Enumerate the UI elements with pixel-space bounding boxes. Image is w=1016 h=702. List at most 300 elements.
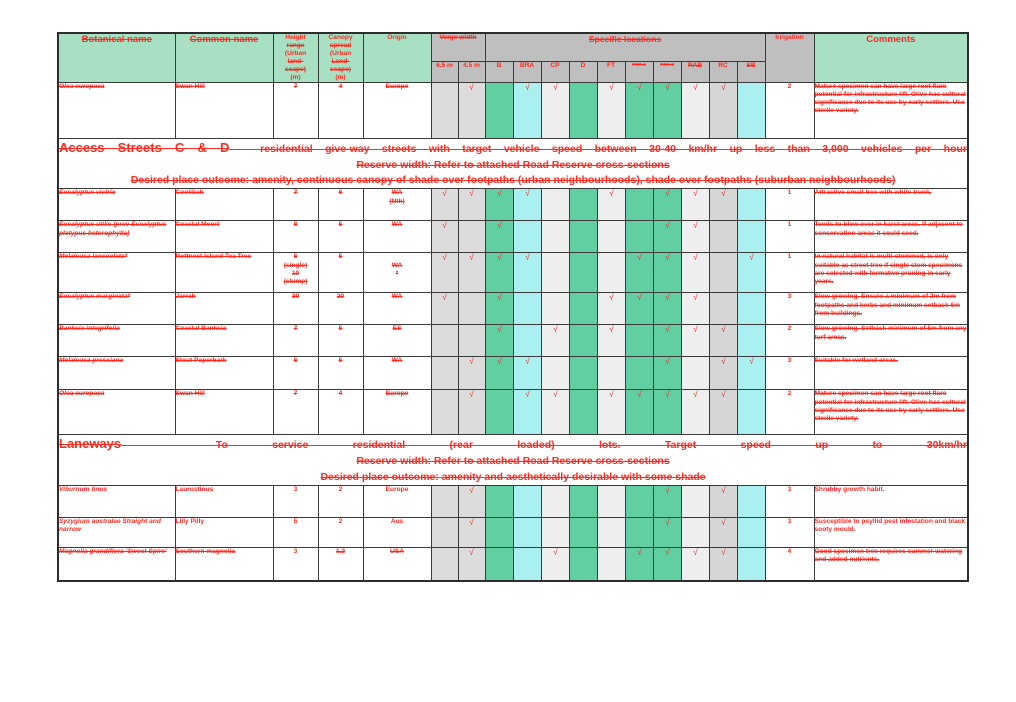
cell-tick-loc-rab[interactable] <box>681 547 709 581</box>
cell-irrigation-text: 3 <box>787 485 792 493</box>
cell-origin-text: (Nth) <box>389 197 405 205</box>
cell-tick-loc-bra[interactable] <box>513 221 541 253</box>
table-row <box>58 517 968 547</box>
check-mark-icon: √ <box>636 82 642 93</box>
cell-tick-loc-pos2[interactable] <box>653 293 681 325</box>
cell-comments-text: Susceptible to psyllid pest infestation and black sooty mould. <box>814 517 966 533</box>
cell-irrigation <box>765 221 814 253</box>
cell-tick-verge-6-5m[interactable] <box>431 221 458 253</box>
cell-tick-loc-bra[interactable] <box>513 325 541 357</box>
col-loc-cp: CP <box>541 61 569 82</box>
section-banner-row <box>58 435 968 485</box>
cell-tick-loc-cp[interactable] <box>541 485 569 517</box>
col-group-verge-width: Verge width <box>431 33 485 61</box>
cell-tick-loc-rab[interactable] <box>681 253 709 293</box>
cell-tick-verge-4-5m[interactable] <box>458 253 485 293</box>
cell-common-name <box>175 293 273 325</box>
cell-tick-verge-6-5m[interactable] <box>431 293 458 325</box>
col-loc-bra: BRA <box>513 61 541 82</box>
cell-tick-loc-rc[interactable] <box>709 325 737 357</box>
cell-tick-loc-pos2[interactable] <box>653 253 681 293</box>
cell-height-range-text: 3 <box>293 547 298 555</box>
cell-tick-verge-6-5m[interactable] <box>431 357 458 390</box>
cell-comments-text: Tends to blow over in karst areas. If adjacent to conservation areas it could seed. <box>814 221 963 237</box>
section-banner-lead: Laneways <box>59 436 122 452</box>
section-banner-lead: Access Streets C & D <box>59 140 230 156</box>
cell-tick-loc-sb[interactable] <box>737 189 765 221</box>
cell-botanical-name-text: Magnolia grandiflora ‘Sweet Spire’ <box>59 547 167 555</box>
cell-comments-text: Mature specimen can have large root flare potential for infrastructure lift. Olive has cultural significance due to its use by early settlers. Use sterile variety. <box>814 390 966 422</box>
check-mark-icon: √ <box>720 389 726 400</box>
cell-tick-loc-b[interactable] <box>485 390 513 435</box>
cell-tick-loc-ft[interactable] <box>597 485 625 517</box>
check-mark-icon: √ <box>720 356 726 367</box>
cell-tick-loc-ft[interactable] <box>597 221 625 253</box>
table-row <box>58 547 968 581</box>
cell-tick-loc-bra[interactable] <box>513 293 541 325</box>
cell-tick-loc-pos1[interactable] <box>625 517 653 547</box>
cell-tick-loc-b[interactable] <box>485 517 513 547</box>
cell-canopy-spread-text: 2 <box>338 485 343 493</box>
cell-origin-text: WA <box>391 189 403 197</box>
cell-tick-loc-d[interactable] <box>569 485 597 517</box>
check-mark-icon: √ <box>720 546 726 557</box>
cell-common-name-text: Coastal Moort <box>175 221 220 229</box>
cell-tick-loc-d[interactable] <box>569 517 597 547</box>
cell-tick-loc-d[interactable] <box>569 293 597 325</box>
check-mark-icon: √ <box>720 324 726 335</box>
cell-tick-loc-cp[interactable] <box>541 390 569 435</box>
cell-tick-loc-sb[interactable] <box>737 357 765 390</box>
cell-canopy-spread-text: 1.2 <box>335 547 346 555</box>
cell-irrigation <box>765 325 814 357</box>
cell-comments-text: In natural habitat is multi-stemmed, is only suitable as street tree if single stem specimens are selected with formative pruning in early years. <box>814 253 963 285</box>
cell-tick-loc-bra[interactable] <box>513 357 541 390</box>
cell-tick-verge-6-5m[interactable] <box>431 485 458 517</box>
cell-tick-loc-rab[interactable] <box>681 517 709 547</box>
cell-tick-loc-d[interactable] <box>569 83 597 139</box>
cell-irrigation <box>765 547 814 581</box>
cell-tick-loc-rc[interactable] <box>709 83 737 139</box>
check-mark-icon: √ <box>692 252 698 263</box>
check-mark-icon: √ <box>748 252 754 263</box>
check-mark-icon: √ <box>524 188 530 199</box>
check-mark-icon: √ <box>608 324 614 335</box>
cell-tick-loc-sb[interactable] <box>737 293 765 325</box>
cell-height-range-text: 3 <box>293 485 298 493</box>
section-banner <box>58 139 968 189</box>
cell-height-range <box>273 485 318 517</box>
check-mark-icon: √ <box>524 252 530 263</box>
cell-tick-loc-d[interactable] <box>569 547 597 581</box>
cell-irrigation <box>765 293 814 325</box>
cell-tick-loc-sb[interactable] <box>737 325 765 357</box>
cell-origin <box>363 253 431 293</box>
check-mark-icon: √ <box>636 546 642 557</box>
cell-tick-loc-bra[interactable] <box>513 253 541 293</box>
cell-tick-loc-rc[interactable] <box>709 485 737 517</box>
cell-tick-loc-rab[interactable] <box>681 485 709 517</box>
cell-tick-loc-bra[interactable] <box>513 547 541 581</box>
cell-height-range-text: 7 <box>293 189 298 197</box>
cell-tick-loc-pos1[interactable] <box>625 253 653 293</box>
cell-comments <box>814 221 968 253</box>
cell-tick-loc-d[interactable] <box>569 357 597 390</box>
cell-tick-verge-6-5m[interactable] <box>431 547 458 581</box>
cell-tick-loc-b[interactable] <box>485 293 513 325</box>
cell-tick-loc-rab[interactable] <box>681 221 709 253</box>
section-banner-line3: Desired place outcome: amenity and aesthetically desirable with some shade <box>320 470 706 483</box>
section-banner-line2: Reserve width: Refer to attached Road Reserve cross-sections <box>356 159 670 172</box>
cell-comments <box>814 547 968 581</box>
table-row <box>58 293 968 325</box>
cell-tick-loc-ft[interactable] <box>597 517 625 547</box>
cell-origin <box>363 325 431 357</box>
check-mark-icon: √ <box>608 389 614 400</box>
col-origin: Origin <box>363 33 431 83</box>
cell-tick-verge-4-5m[interactable] <box>458 325 485 357</box>
cell-tick-loc-pos2[interactable] <box>653 189 681 221</box>
check-mark-icon: √ <box>608 292 614 303</box>
cell-tick-loc-pos2[interactable] <box>653 517 681 547</box>
cell-origin <box>363 547 431 581</box>
cell-canopy-spread-text: 20 <box>336 293 345 301</box>
cell-tick-loc-pos2[interactable] <box>653 390 681 435</box>
check-mark-icon: √ <box>608 188 614 199</box>
cell-height-range-text: 6 <box>293 357 298 365</box>
cell-tick-loc-ft[interactable] <box>597 325 625 357</box>
cell-tick-verge-4-5m[interactable] <box>458 517 485 547</box>
cell-tick-loc-b[interactable] <box>485 189 513 221</box>
cell-origin-text: WA <box>391 357 403 365</box>
check-mark-icon: √ <box>692 546 698 557</box>
cell-tick-loc-d[interactable] <box>569 189 597 221</box>
cell-tick-verge-6-5m[interactable] <box>431 517 458 547</box>
cell-tick-loc-d[interactable] <box>569 221 597 253</box>
cell-tick-loc-rab[interactable] <box>681 83 709 139</box>
cell-canopy-spread <box>318 390 363 435</box>
cell-height-range-text: 6 <box>293 253 298 261</box>
cell-botanical-name <box>58 547 175 581</box>
cell-tick-loc-cp[interactable] <box>541 221 569 253</box>
cell-tick-verge-4-5m[interactable] <box>458 547 485 581</box>
cell-tick-loc-rab[interactable] <box>681 390 709 435</box>
col-loc-sb: SB <box>737 61 765 82</box>
cell-origin-text: WA <box>391 293 403 301</box>
cell-tick-loc-sb[interactable] <box>737 253 765 293</box>
cell-common-name <box>175 485 273 517</box>
cell-tick-loc-rc[interactable] <box>709 189 737 221</box>
cell-height-range <box>273 390 318 435</box>
cell-tick-verge-4-5m[interactable] <box>458 83 485 139</box>
cell-tick-loc-ft[interactable] <box>597 253 625 293</box>
cell-canopy-spread-text: 4 <box>338 83 343 91</box>
cell-tick-loc-b[interactable] <box>485 325 513 357</box>
cell-canopy-spread-text: 5 <box>338 325 343 333</box>
cell-tick-loc-pos1[interactable] <box>625 83 653 139</box>
cell-tick-loc-d[interactable] <box>569 253 597 293</box>
cell-tick-loc-cp[interactable] <box>541 253 569 293</box>
cell-comments-text: Slow growing. Setback minimum of 5m from any turf areas. <box>814 325 967 341</box>
cell-canopy-spread-text: 5 <box>338 357 343 365</box>
table-row <box>58 357 968 390</box>
table-row <box>58 83 968 139</box>
cell-tick-verge-4-5m[interactable] <box>458 189 485 221</box>
check-mark-icon: √ <box>748 356 754 367</box>
cell-tick-loc-bra[interactable] <box>513 390 541 435</box>
check-mark-icon: √ <box>469 356 474 367</box>
cell-comments <box>814 517 968 547</box>
cell-tick-verge-4-5m[interactable] <box>458 293 485 325</box>
check-mark-icon: √ <box>608 82 614 93</box>
cell-tick-verge-6-5m[interactable] <box>431 325 458 357</box>
cell-origin <box>363 357 431 390</box>
cell-tick-loc-sb[interactable] <box>737 517 765 547</box>
cell-comments-text: Attractive small tree with white trunk. <box>814 189 932 197</box>
check-mark-icon: √ <box>664 324 670 335</box>
check-mark-icon: √ <box>524 356 530 367</box>
cell-tick-loc-cp[interactable] <box>541 517 569 547</box>
cell-tick-loc-rab[interactable] <box>681 189 709 221</box>
cell-irrigation-text: 3 <box>787 517 792 525</box>
cell-tick-loc-b[interactable] <box>485 547 513 581</box>
cell-botanical-name-text: Melaleuca pressiana <box>59 357 124 365</box>
col-irrigation: Irrigation <box>765 33 814 83</box>
cell-common-name <box>175 325 273 357</box>
col-loc-pos2: POS-2 <box>653 61 681 82</box>
cell-tick-loc-d[interactable] <box>569 325 597 357</box>
check-mark-icon: √ <box>496 356 502 367</box>
cell-tick-loc-rc[interactable] <box>709 357 737 390</box>
cell-tick-loc-pos1[interactable] <box>625 357 653 390</box>
cell-tick-loc-rab[interactable] <box>681 293 709 325</box>
col-verge-4-5m: 4.5 m <box>458 61 485 82</box>
cell-irrigation-text: 3 <box>787 293 792 301</box>
check-mark-icon: √ <box>524 389 530 400</box>
cell-canopy-spread-text: 2 <box>338 517 343 525</box>
cell-botanical-name <box>58 189 175 221</box>
cell-tick-loc-sb[interactable] <box>737 547 765 581</box>
check-mark-icon: √ <box>664 188 670 199</box>
cell-height-range <box>273 517 318 547</box>
section-banner-row <box>58 139 968 189</box>
cell-tick-loc-b[interactable] <box>485 485 513 517</box>
cell-comments <box>814 485 968 517</box>
cell-tick-loc-ft[interactable] <box>597 189 625 221</box>
cell-tick-loc-ft[interactable] <box>597 357 625 390</box>
cell-tick-loc-bra[interactable] <box>513 485 541 517</box>
check-mark-icon: √ <box>469 484 474 495</box>
cell-tick-loc-pos1[interactable] <box>625 221 653 253</box>
cell-tick-loc-pos1[interactable] <box>625 189 653 221</box>
cell-irrigation-text: 3 <box>787 357 792 365</box>
col-loc-pos1: POS-1 <box>625 61 653 82</box>
cell-tick-loc-sb[interactable] <box>737 390 765 435</box>
cell-botanical-name <box>58 357 175 390</box>
cell-height-range-text: 5 <box>293 517 298 525</box>
cell-canopy-spread-text: 6 <box>338 189 343 197</box>
cell-comments <box>814 253 968 293</box>
check-mark-icon: √ <box>524 82 530 93</box>
cell-tick-loc-cp[interactable] <box>541 83 569 139</box>
cell-irrigation-text: 4 <box>787 547 792 555</box>
check-mark-icon: √ <box>720 188 726 199</box>
cell-canopy-spread <box>318 253 363 293</box>
check-mark-icon: √ <box>496 188 502 199</box>
cell-tick-loc-bra[interactable] <box>513 517 541 547</box>
cell-tick-loc-d[interactable] <box>569 390 597 435</box>
check-mark-icon: √ <box>692 188 698 199</box>
cell-common-name <box>175 357 273 390</box>
cell-origin <box>363 189 431 221</box>
section-banner-line3: Desired place outcome: amenity, continuous canopy of shade over footpaths (urban neighbourhoods), shade over footpaths (suburban neighbourhoods) <box>130 174 896 187</box>
check-mark-icon: √ <box>720 516 726 527</box>
col-canopy-spread: Canopy spread (Urban Land- scape) (m) <box>318 33 363 83</box>
table-row <box>58 390 968 435</box>
col-loc-b: B <box>485 61 513 82</box>
check-mark-icon: √ <box>469 188 474 199</box>
cell-botanical-name <box>58 253 175 293</box>
cell-tick-verge-4-5m[interactable] <box>458 485 485 517</box>
cell-tick-loc-pos2[interactable] <box>653 221 681 253</box>
header-row-1 <box>58 33 968 61</box>
cell-tick-loc-pos2[interactable] <box>653 357 681 390</box>
table-body <box>58 83 968 582</box>
check-mark-icon: √ <box>469 82 474 93</box>
cell-origin <box>363 517 431 547</box>
cell-tick-loc-cp[interactable] <box>541 325 569 357</box>
cell-tick-loc-rc[interactable] <box>709 390 737 435</box>
check-mark-icon: √ <box>469 546 474 557</box>
cell-tick-loc-pos2[interactable] <box>653 547 681 581</box>
cell-origin <box>363 83 431 139</box>
cell-tick-loc-bra[interactable] <box>513 189 541 221</box>
cell-comments <box>814 189 968 221</box>
cell-height-range <box>273 221 318 253</box>
check-mark-icon: √ <box>496 292 502 303</box>
cell-canopy-spread <box>318 293 363 325</box>
cell-botanical-name-text: Banksia integrifolia <box>59 325 120 333</box>
cell-tick-loc-cp[interactable] <box>541 293 569 325</box>
cell-tick-verge-6-5m[interactable] <box>431 390 458 435</box>
cell-tick-loc-b[interactable] <box>485 221 513 253</box>
cell-common-name-text: Coastal Banksia <box>175 325 227 333</box>
check-mark-icon: √ <box>692 389 698 400</box>
cell-tick-loc-sb[interactable] <box>737 221 765 253</box>
check-mark-icon: √ <box>552 324 558 335</box>
cell-tick-loc-pos1[interactable] <box>625 547 653 581</box>
cell-tick-loc-sb[interactable] <box>737 485 765 517</box>
cell-irrigation-text: 2 <box>787 325 792 333</box>
cell-tick-verge-4-5m[interactable] <box>458 390 485 435</box>
cell-tick-verge-6-5m[interactable] <box>431 83 458 139</box>
cell-comments-text: Mature specimen can have large root flare potential for infrastructure lift. Olive has cultural significance due to its use by early settlers. Use sterile variety. <box>814 83 966 115</box>
check-mark-icon: √ <box>720 82 726 93</box>
cell-origin-text: USA <box>390 547 404 555</box>
cell-tick-verge-4-5m[interactable] <box>458 357 485 390</box>
col-loc-rab: RAB <box>681 61 709 82</box>
check-mark-icon: √ <box>496 220 502 231</box>
cell-tick-loc-sb[interactable] <box>737 83 765 139</box>
check-mark-icon: √ <box>636 292 642 303</box>
cell-tick-verge-4-5m[interactable] <box>458 221 485 253</box>
cell-irrigation <box>765 390 814 435</box>
cell-tick-loc-rab[interactable] <box>681 325 709 357</box>
cell-canopy-spread <box>318 325 363 357</box>
cell-tick-loc-pos1[interactable] <box>625 293 653 325</box>
cell-tick-loc-cp[interactable] <box>541 547 569 581</box>
cell-tick-loc-b[interactable] <box>485 357 513 390</box>
cell-botanical-name-text: Eucalyptus utilis (prev Eucalyptus platypus heterophylla) <box>59 221 167 237</box>
check-mark-icon: √ <box>692 292 698 303</box>
cell-irrigation-text: 2 <box>787 390 792 398</box>
cell-origin <box>363 485 431 517</box>
cell-height-range <box>273 357 318 390</box>
cell-common-name-text: Swan Hill <box>175 83 205 91</box>
cell-irrigation <box>765 253 814 293</box>
cell-botanical-name-text: Eucalyptus marginata* <box>59 293 131 301</box>
cell-tick-loc-pos2[interactable] <box>653 485 681 517</box>
cell-tick-loc-cp[interactable] <box>541 357 569 390</box>
cell-tick-loc-ft[interactable] <box>597 547 625 581</box>
cell-tick-loc-b[interactable] <box>485 83 513 139</box>
cell-canopy-spread <box>318 189 363 221</box>
cell-common-name-text: Laurustinus <box>175 485 214 493</box>
cell-common-name-text: Rottnest Island Tea Tree <box>175 253 252 261</box>
cell-height-range-text: 7 <box>293 390 298 398</box>
cell-tick-loc-bra[interactable] <box>513 83 541 139</box>
cell-comments-text: Slow growing. Ensure a minimum of 2m from footpaths and kerbs and minimum setback 6m from buildings. <box>814 293 960 317</box>
check-mark-icon: √ <box>469 389 474 400</box>
cell-height-range-text: 30 <box>291 293 300 301</box>
cell-origin-text: * <box>395 269 399 277</box>
check-mark-icon: √ <box>496 324 502 335</box>
cell-tick-loc-ft[interactable] <box>597 83 625 139</box>
cell-tick-loc-pos1[interactable] <box>625 485 653 517</box>
col-loc-d: D <box>569 61 597 82</box>
cell-tick-loc-ft[interactable] <box>597 390 625 435</box>
cell-tick-loc-pos2[interactable] <box>653 83 681 139</box>
cell-canopy-spread <box>318 221 363 253</box>
cell-botanical-name-text: Olea europaea <box>59 390 105 398</box>
cell-botanical-name <box>58 83 175 139</box>
cell-tick-loc-rc[interactable] <box>709 221 737 253</box>
cell-tick-loc-rc[interactable] <box>709 293 737 325</box>
cell-tick-verge-6-5m[interactable] <box>431 253 458 293</box>
cell-tick-loc-rab[interactable] <box>681 357 709 390</box>
cell-tick-loc-cp[interactable] <box>541 189 569 221</box>
table-row <box>58 189 968 221</box>
cell-tick-loc-b[interactable] <box>485 253 513 293</box>
cell-height-range-text: 7 <box>293 83 298 91</box>
cell-comments <box>814 83 968 139</box>
cell-tick-loc-pos2[interactable] <box>653 325 681 357</box>
cell-tick-loc-rc[interactable] <box>709 253 737 293</box>
cell-tick-loc-pos1[interactable] <box>625 390 653 435</box>
cell-tick-loc-rc[interactable] <box>709 517 737 547</box>
col-height-range: Height range (Urban land- scape) (m) <box>273 33 318 83</box>
cell-tick-loc-pos1[interactable] <box>625 325 653 357</box>
cell-tick-loc-rc[interactable] <box>709 547 737 581</box>
check-mark-icon: √ <box>692 324 698 335</box>
cell-irrigation-text: 1 <box>787 253 792 261</box>
cell-irrigation-text: 2 <box>787 83 792 91</box>
cell-tick-loc-ft[interactable] <box>597 293 625 325</box>
table-row <box>58 253 968 293</box>
cell-common-name-text: Jarrah <box>175 293 196 301</box>
cell-tick-verge-6-5m[interactable] <box>431 189 458 221</box>
cell-botanical-name-text: Syzygium australae Straight and narrow <box>59 517 161 533</box>
